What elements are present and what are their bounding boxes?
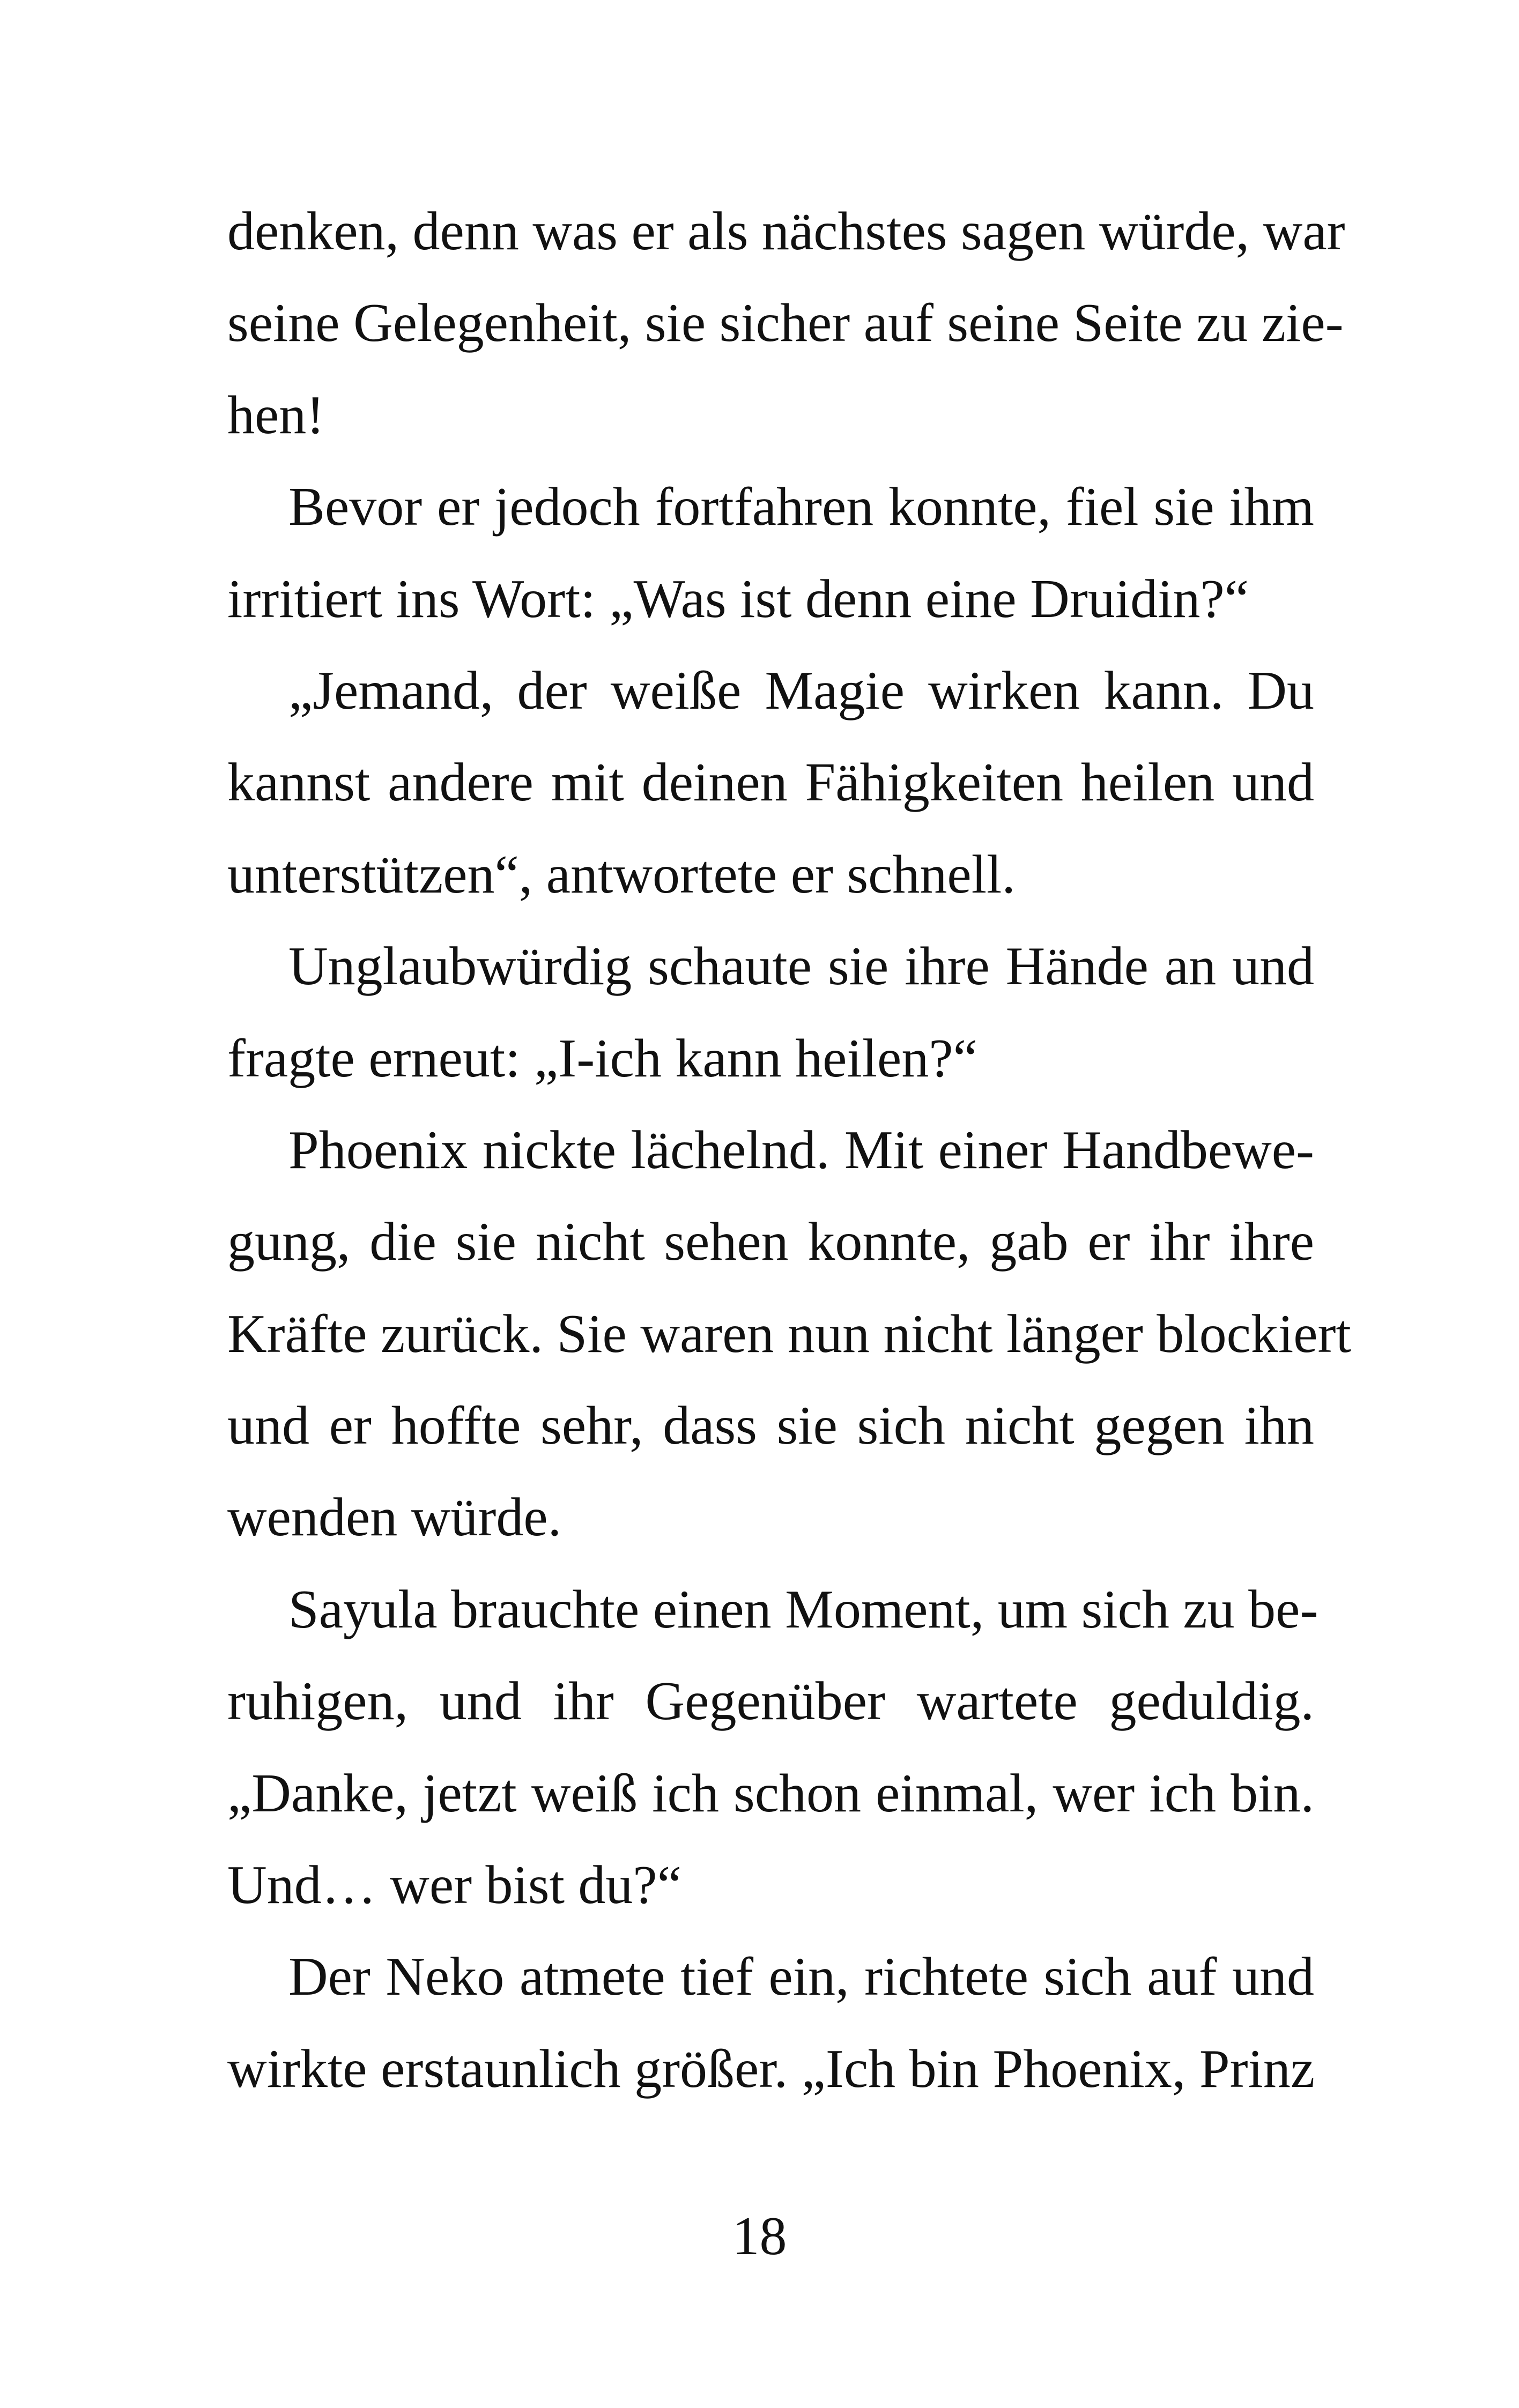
text-line: Unglaubwürdig schaute sie ihre Hände an und xyxy=(288,936,1314,997)
text-line: wirkte erstaunlich größer. „Ich bin Phoenix, Prinz xyxy=(227,2038,1315,2099)
text-line: Der Neko atmete tief ein, richtete sich auf und xyxy=(288,1946,1314,2008)
text-line: kannst andere mit deinen Fähigkeiten heilen und xyxy=(227,752,1314,813)
text-line: „Jemand, der weiße Magie wirken kann. Du xyxy=(288,660,1314,721)
text-line: denken, denn was er als nächstes sagen würde, war xyxy=(227,201,1345,262)
text-line: „Danke, jetzt weiß ich schon einmal, wer ich bin. xyxy=(227,1763,1314,1824)
text-line: Und… wer bist du?“ xyxy=(227,1855,681,1916)
text-line: ruhigen, und ihr Gegenüber wartete geduldig. xyxy=(227,1671,1314,1732)
text-line: seine Gelegenheit, sie sicher auf seine Seite zu zie- xyxy=(227,293,1344,354)
text-line: gung, die sie nicht sehen konnte, gab er ihr ihre xyxy=(227,1212,1314,1273)
text-line: Phoenix nickte lächelnd. Mit einer Handbewe- xyxy=(288,1119,1314,1180)
text-line: Bevor er jedoch fortfahren konnte, fiel sie ihm xyxy=(288,477,1314,538)
text-line: unterstützen“, antwortete er schnell. xyxy=(227,844,1016,905)
text-line: Sayula brauchte einen Moment, um sich zu be- xyxy=(288,1579,1318,1640)
page-number: 18 xyxy=(732,2206,787,2266)
text-line: Kräfte zurück. Sie waren nun nicht länger blockiert xyxy=(227,1303,1351,1364)
body-text xyxy=(227,185,1351,2115)
text-line: und er hoffte sehr, dass sie sich nicht gegen ihn xyxy=(227,1395,1314,1456)
text-line: irritiert ins Wort: „Was ist denn eine Druidin?“ xyxy=(227,568,1249,629)
text-line: fragte erneut: „I-ich kann heilen?“ xyxy=(227,1028,977,1089)
text-line: wenden würde. xyxy=(227,1487,562,1548)
text-line: hen! xyxy=(227,384,325,445)
